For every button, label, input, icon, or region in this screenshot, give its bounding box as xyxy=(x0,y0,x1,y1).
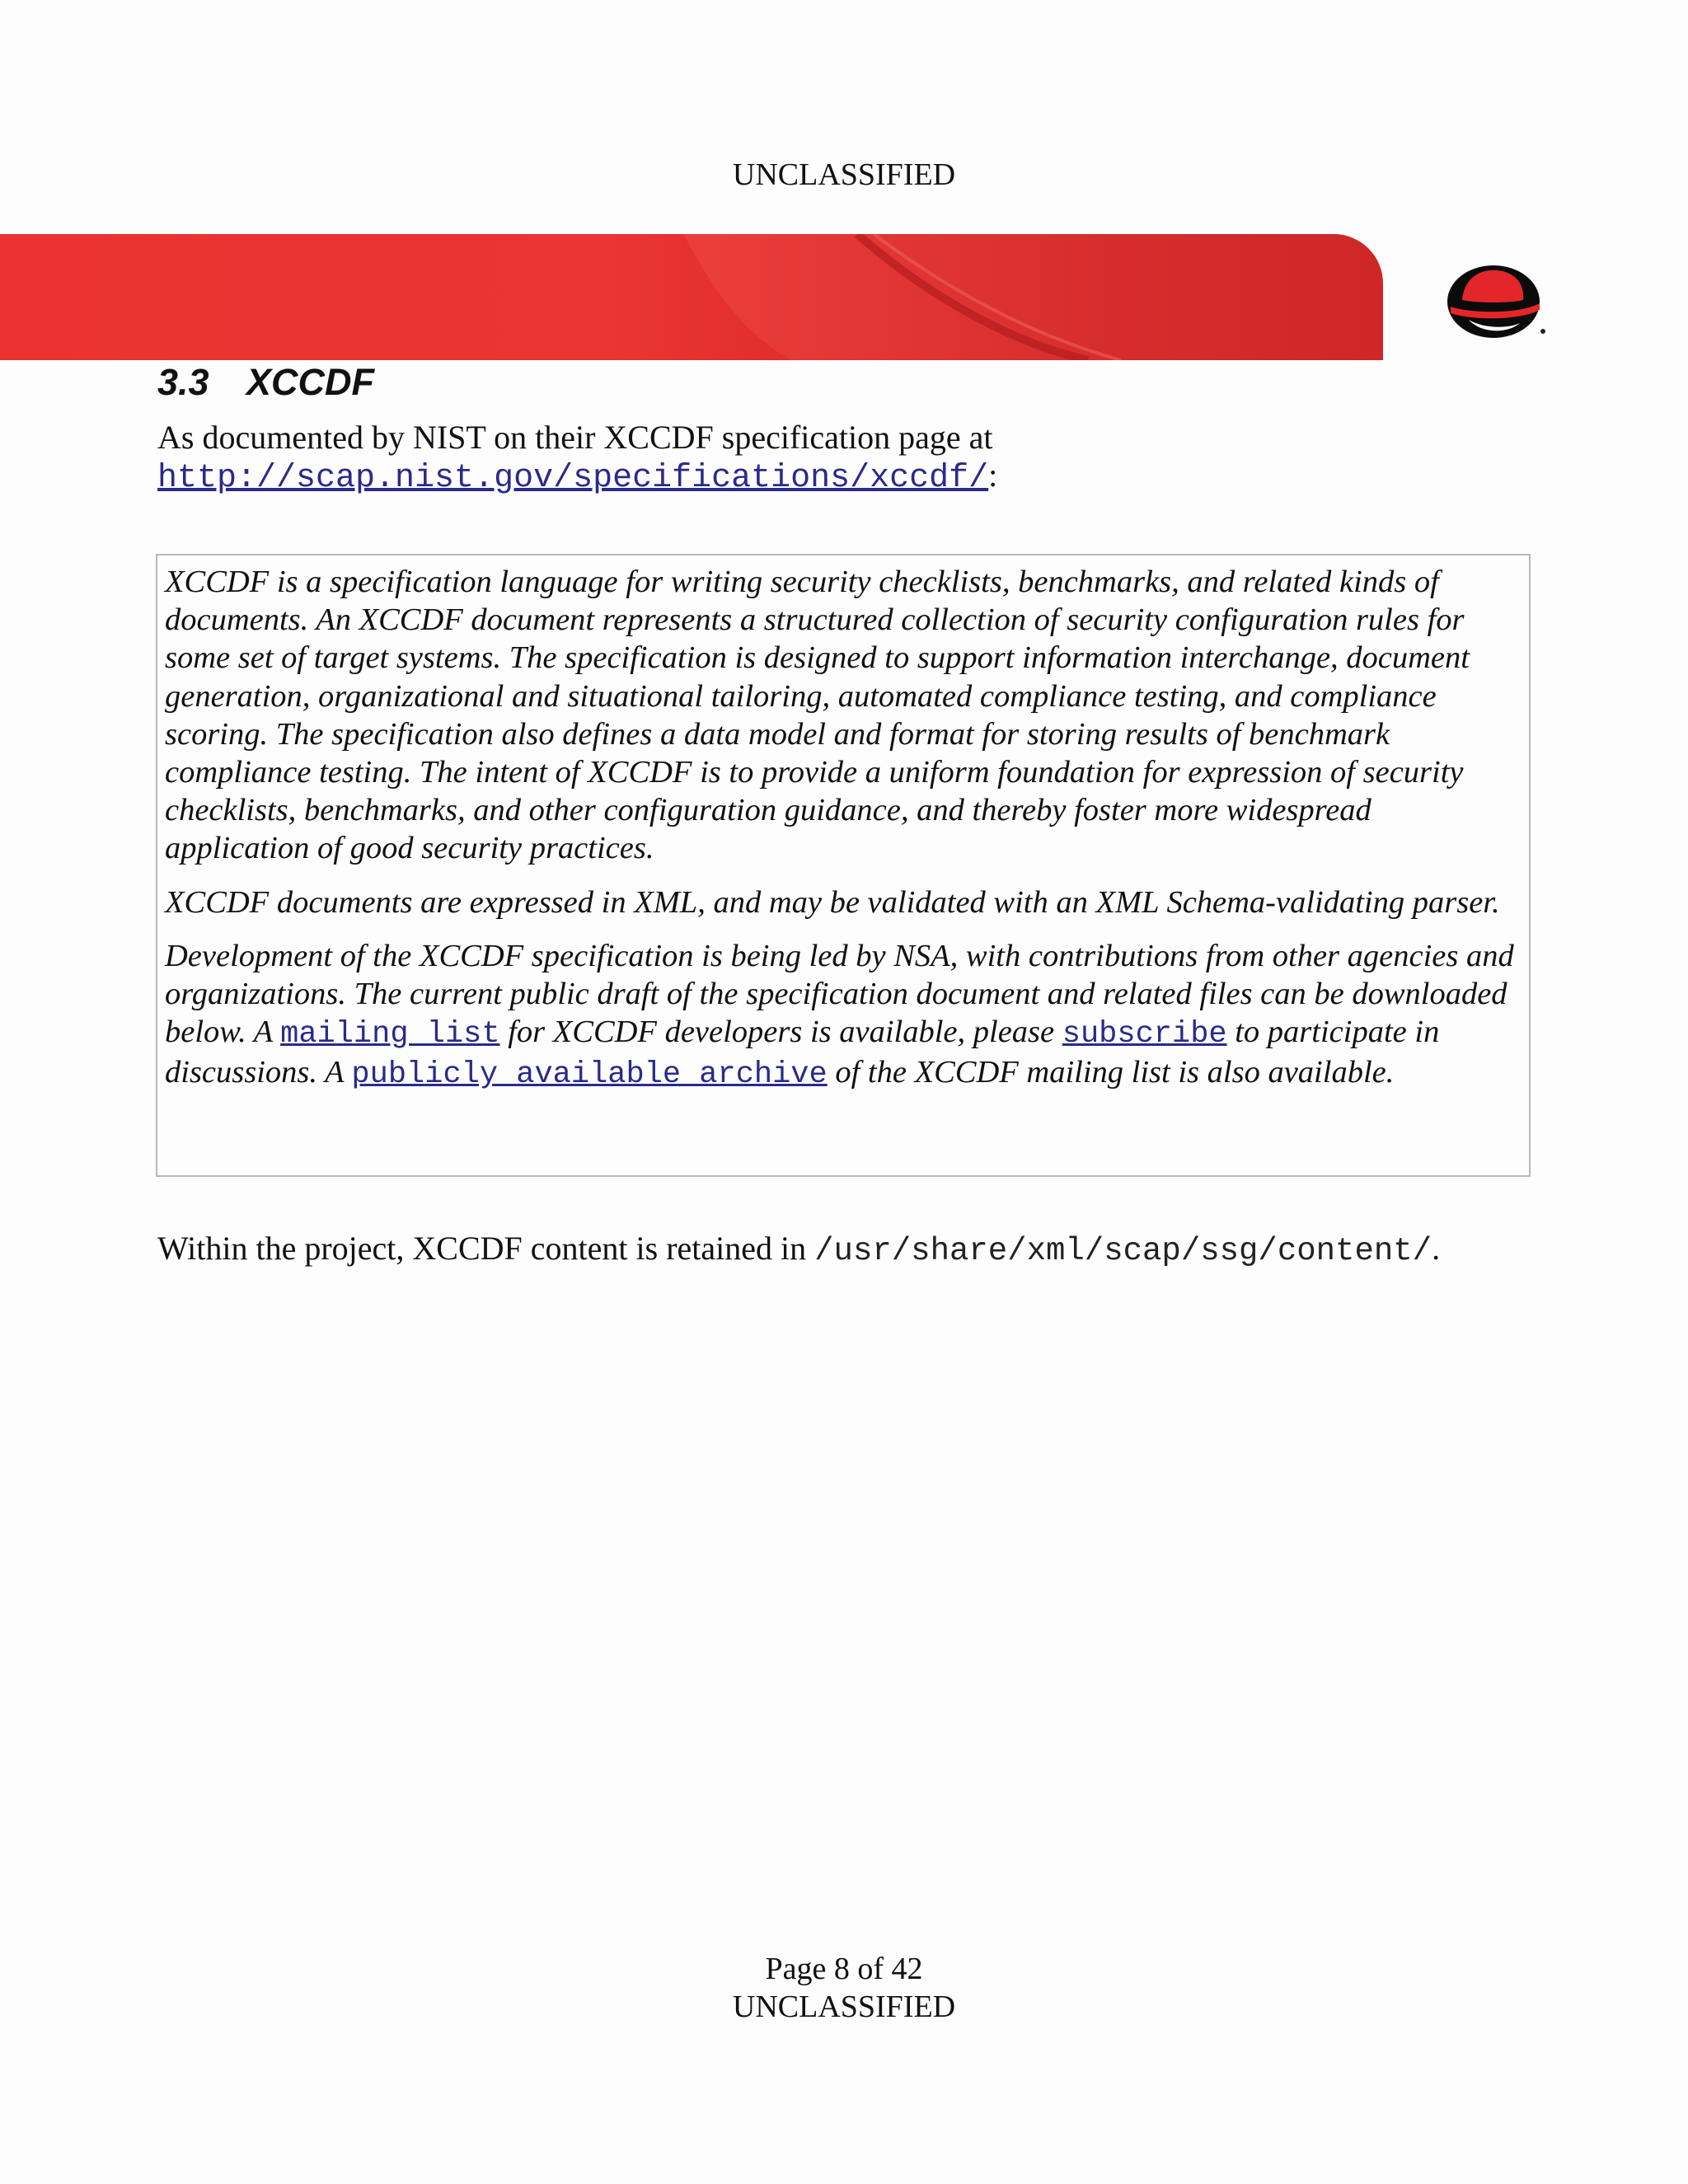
section-heading xyxy=(157,359,374,405)
intro-paragraph xyxy=(157,419,1559,498)
content-path: /usr/share/xml/scap/ssg/content/ xyxy=(814,1233,1432,1269)
section-number: 3.3 xyxy=(157,361,209,403)
quote-paragraph-2: XCCDF documents are expressed in XML, and may be validated with an XML Schema-validating parser. xyxy=(165,884,1500,920)
classification-header: UNCLASSIFIED xyxy=(732,157,956,192)
subscribe-link[interactable]: subscribe xyxy=(1062,1017,1227,1052)
project-paragraph xyxy=(157,1228,1440,1272)
quote-paragraph-1: XCCDF is a specification language for writing security checklists, benchmarks, and related kinds of documents. An XCCDF document represents a structured collection of security configuration rules for some set of target systems. The specification is designed to support information interchange, document generation, organizational and situational tailoring, automated compliance testing, and compliance scoring. The specification also defines a data model and format for storing results of benchmark compliance testing. The intent of XCCDF is to provide a uniform foundation for expression of security checklists, benchmarks, and other configuration guidance, and thereby foster more widespread application of good security practices. xyxy=(165,565,1470,866)
nist-xccdf-link[interactable]: http://scap.nist.gov/specifications/xccdf/ xyxy=(157,460,989,497)
project-suffix: . xyxy=(1432,1230,1441,1267)
quote-p3-text-1: Development of the XCCDF specification is being led by NSA, with contributions from other agencies and organizations. The current public draft of the specification document and related files can be downloaded below. A xyxy=(165,938,1514,1050)
classification-footer: UNCLASSIFIED xyxy=(732,1990,956,2024)
quote-p3-text-3: to participate in discussions. A xyxy=(165,1015,1440,1090)
archive-link[interactable]: publicly available archive xyxy=(351,1057,828,1093)
header-banner xyxy=(0,234,1383,360)
xccdf-quote-box xyxy=(156,554,1531,1177)
quote-p3-text-4: of the XCCDF mailing list is also available. xyxy=(827,1055,1395,1090)
intro-text: As documented by NIST on their XCCDF specification page at xyxy=(157,419,993,456)
intro-suffix: : xyxy=(988,457,998,494)
page-number: Page 8 of 42 xyxy=(765,1952,923,1986)
quote-paragraph-3 xyxy=(165,937,1522,1094)
banner-swoosh xyxy=(0,234,1383,360)
quote-p3-text-2: for XCCDF developers is available, please xyxy=(499,1015,1062,1050)
project-text: Within the project, XCCDF content is retained in xyxy=(157,1230,815,1267)
redhat-shadowman-icon xyxy=(1444,254,1551,344)
mailing-list-link[interactable]: mailing list xyxy=(280,1017,500,1052)
section-title: XCCDF xyxy=(246,361,374,403)
